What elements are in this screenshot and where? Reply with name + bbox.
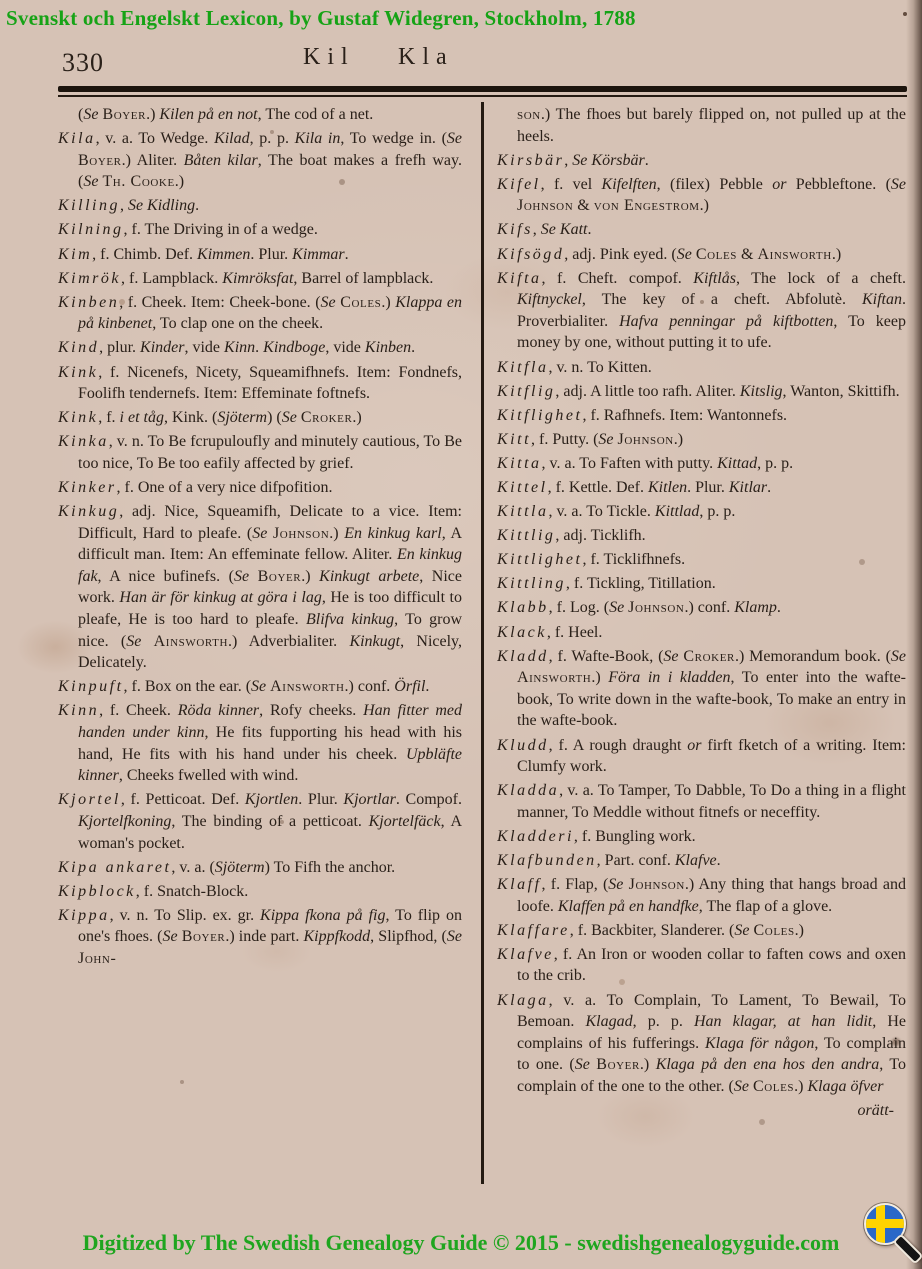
dictionary-entry: Kifsögd, adj. Pink eyed. (Se Coles & Ainsworth.) bbox=[497, 245, 842, 263]
dictionary-entry: Kittling, f. Tickling, Titillation. bbox=[497, 575, 716, 593]
dictionary-entry: Kinker, f. One of a very nice difpofition. bbox=[58, 479, 333, 496]
column-left bbox=[58, 104, 462, 1222]
dictionary-entry: Kladd, f. Wafte-Book, (Se Croker.) Memorandum book. (Se Ainsworth.) Föra in i kladden, To enter into the wafte-book, To write down in the wafte-book, To make an entry in the wafte-book. bbox=[497, 647, 906, 730]
page-edge-shadow bbox=[906, 0, 922, 1269]
dictionary-entry: Kittel, f. Kettle. Def. Kitlen. Plur. Kitlar. bbox=[497, 479, 772, 496]
dictionary-entry: Kittla, v. a. To Tickle. Kittlad, p. p. bbox=[497, 503, 736, 521]
column-divider-rule bbox=[481, 102, 484, 1184]
dictionary-entry: Kludd, f. A rough draught or firft fketch of a writing. Item: Clumfy work. bbox=[497, 736, 906, 776]
dictionary-entry: Kitfla, v. n. To Kitten. bbox=[497, 358, 652, 376]
header-rule-thick bbox=[58, 86, 907, 92]
dictionary-entry: Kind, plur. Kinder, vide Kinn. Kindboge, vide Kinben. bbox=[58, 339, 416, 357]
dictionary-entry: son.) The fhoes but barely flipped on, not pulled up at the heels. bbox=[517, 106, 906, 145]
dictionary-entry: Kitflighet, f. Rafhnefs. Item: Wantonnefs. bbox=[497, 406, 788, 424]
dictionary-entry: Kinn, f. Cheek. Röda kinner, Rofy cheeks. Han fitter med handen under kinn, He fits fupporting his head with his hand, He fits with his hand under his cheek. Upbläfte kinner, Cheeks fwelled with wind. bbox=[58, 702, 462, 785]
dictionary-entry: Klaffare, f. Backbiter, Slanderer. (Se Coles.) bbox=[497, 921, 804, 939]
dictionary-entry: Kilning, f. The Driving in of a wedge. bbox=[58, 221, 318, 239]
running-title-right: Kla bbox=[398, 44, 454, 70]
dictionary-entry: Kipa ankaret, v. a. (Sjöterm) To Fifh the anchor. bbox=[58, 858, 396, 876]
digitization-footer: Digitized by The Swedish Genealogy Guide © 2015 - swedishgenealogyguide.com bbox=[82, 1230, 840, 1255]
dictionary-entry: Kink, f. i et tåg, Kink. (Sjöterm) (Se Croker.) bbox=[58, 409, 362, 427]
column-right bbox=[497, 104, 906, 1222]
paper-specks bbox=[903, 12, 907, 16]
dictionary-entry: Kila, v. a. To Wedge. Kilad, p. p. Kila in, To wedge in. (Se Boyer.) Aliter. Båten kilar, The boat makes a frefh way. (Se Th. Cooke.) bbox=[58, 130, 462, 191]
flag-cross-horizontal bbox=[866, 1219, 904, 1228]
dictionary-entry: Kifs, Se Katt. bbox=[497, 221, 592, 239]
dictionary-entry: Killing, Se Kidling. bbox=[58, 197, 200, 215]
dictionary-entry: Klafbunden, Part. conf. Klafve. bbox=[497, 852, 721, 869]
magnifier-handle bbox=[892, 1233, 922, 1264]
dictionary-entry: Kittlighet, f. Ticklifhnefs. bbox=[497, 551, 686, 569]
header-rule-thin bbox=[58, 95, 907, 97]
dictionary-entry: Klabb, f. Log. (Se Johnson.) conf. Klamp. bbox=[497, 599, 781, 617]
dictionary-entry: Kittlig, adj. Ticklifh. bbox=[497, 527, 646, 545]
page-head bbox=[0, 44, 922, 80]
dictionary-entry: Kladda, v. a. To Tamper, To Dabble, To Do a thing in a flight manner, To Meddle without fitnefs or neceffity. bbox=[497, 782, 906, 821]
dictionary-entry: Kitt, f. Putty. (Se Johnson.) bbox=[497, 430, 684, 448]
dictionary-entry: Kifel, f. vel Kifelften, (filex) Pebble or Pebbleftone. (Se Johnson & von Engestrom.) bbox=[497, 175, 906, 215]
swedish-flag-magnifier-icon[interactable] bbox=[862, 1201, 920, 1267]
dictionary-entry: Kipblock, f. Snatch-Block. bbox=[58, 882, 249, 900]
dictionary-entry: (Se Boyer.) Kilen på en not, The cod of a net. bbox=[78, 106, 374, 123]
dictionary-entry: Kladderi, f. Bungling work. bbox=[497, 827, 696, 845]
dictionary-entry: Kifta, f. Cheft. compof. Kiftlås, The lock of a cheft. Kiftnyckel, The key of a cheft. Abfolutè. Kiftan. Proverbialiter. Hafva penningar på kiftbotten, To keep money by one, without putting it to ufe. bbox=[497, 269, 906, 352]
dictionary-entry: Kinpuft, f. Box on the ear. (Se Ainsworth.) conf. Örfil. bbox=[58, 678, 430, 696]
dictionary-entry: Klafve, f. An Iron or wooden collar to faften cows and oxen to the crib. bbox=[497, 945, 906, 985]
dictionary-entry: Kink, f. Nicenefs, Nicety, Squeamifhnefs. Item: Fondnefs, Foolifh tendernefs. Item: Effeminate foftnefs. bbox=[58, 363, 462, 403]
running-title-left: Kil bbox=[303, 44, 355, 70]
dictionary-entry: Kimrök, f. Lampblack. Kimröksfat, Barrel of lampblack. bbox=[58, 269, 434, 287]
dictionary-entry: Kinben, f. Cheek. Item: Cheek-bone. (Se Coles.) Klappa en på kinbenet, To clap one on the cheek. bbox=[58, 293, 462, 333]
catchword: orätt- bbox=[857, 1102, 894, 1120]
dictionary-entry: Klack, f. Heel. bbox=[497, 623, 603, 641]
dictionary-entry: Kinkug, adj. Nice, Squeamifh, Delicate to a vice. Item: Difficult, Hard to pleafe. (Se Johnson.) En kinkug karl, A difficult man. Item: An effeminate fellow. Aliter. En kinkug fak, A nice bufinefs. (Se Boyer.) Kinkugt arbete, Nice work. Han är för kinkug at göra i lag, He is too difficult to pleafe, He is too hard to pleafe. Blifva kinkug, To grow nice. (Se Ainsworth.) Adverbialiter. Kinkugt, Nicely, Delicately. bbox=[58, 503, 462, 672]
dictionary-entry: Kinka, v. n. To Be fcrupuloufly and minutely cautious, To Be too nice, To Be too eafily affected by grief. bbox=[58, 433, 462, 472]
dictionary-entry: Kirsbär, Se Körsbär. bbox=[497, 151, 649, 169]
page-number: 330 bbox=[62, 48, 104, 77]
dictionary-entry: Kitta, v. a. To Faften with putty. Kittad, p. p. bbox=[497, 454, 794, 472]
dictionary-entry: Klaga, v. a. To Complain, To Lament, To Bewail, To Bemoan. Klagad, p. p. Han klagar, at han lidit, He complains of his fufferings. Klaga för någon, To complain to one. (Se Boyer.) Klaga på den ena hos den andra, To complain of the one to the other. (Se Coles.) Klaga öfver bbox=[497, 991, 906, 1095]
digitization-header: Svenskt och Engelskt Lexicon, by Gustaf Widegren, Stockholm, 1788 bbox=[6, 6, 636, 30]
dictionary-entry: Klaff, f. Flap, (Se Johnson.) Any thing that hangs broad and loofe. Klaffen på en handfke, The flap of a glove. bbox=[497, 876, 906, 915]
dictionary-entry: Kippa, v. n. To Slip. ex. gr. Kippa fkona på fig, To flip on one's fhoes. (Se Boyer.) inde part. Kippfkodd, Slipfhod, (Se John- bbox=[58, 906, 462, 967]
dictionary-entry: Kjortel, f. Petticoat. Def. Kjortlen. Plur. Kjortlar. Compof. Kjortelfkoning, The binding of a petticoat. Kjortelfäck, A woman's pocket. bbox=[58, 791, 462, 852]
dictionary-entry: Kitflig, adj. A little too rafh. Aliter. Kitslig, Wanton, Skittifh. bbox=[497, 382, 900, 400]
dictionary-entry: Kim, f. Chimb. Def. Kimmen. Plur. Kimmar. bbox=[58, 245, 349, 263]
